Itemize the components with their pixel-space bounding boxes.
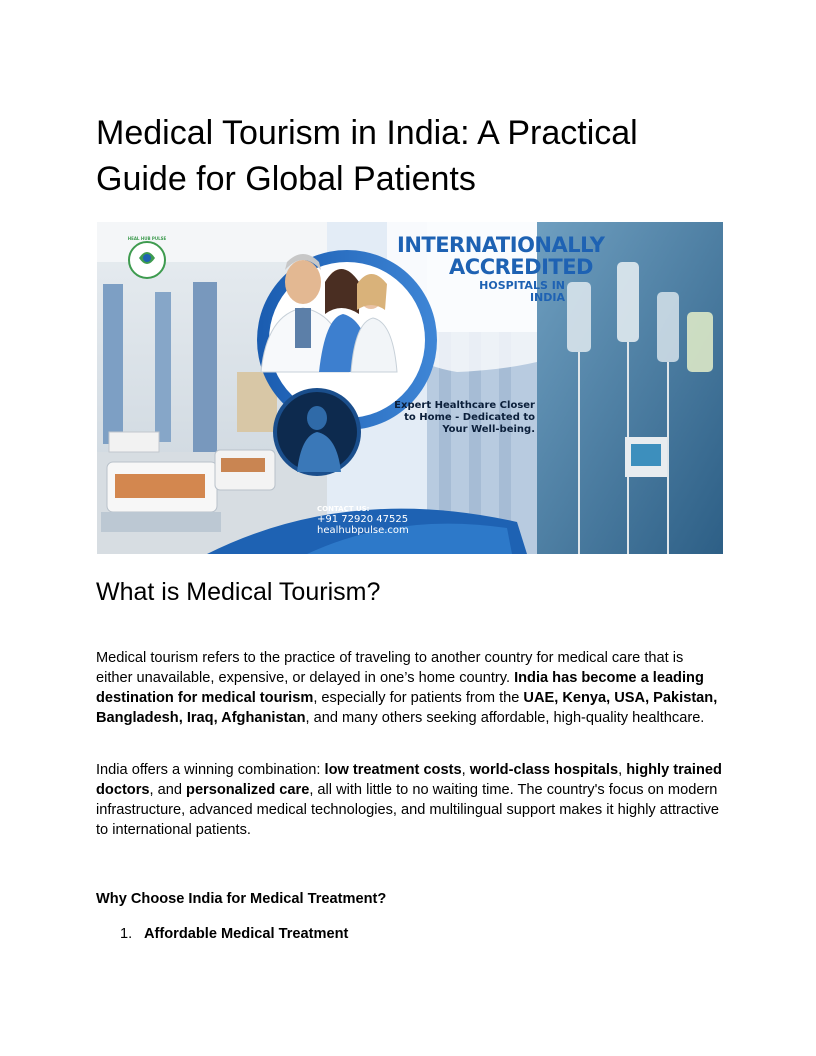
banner-subheadline-line2: INDIA — [529, 291, 565, 304]
banner-contact-label: CONTACT US: — [317, 505, 370, 513]
p2-text-1: India offers a winning combination: — [96, 762, 325, 778]
p2-bold-3: highly trained doctors — [96, 762, 722, 798]
p2-bold-2: world-class hospitals — [469, 762, 619, 778]
banner-phone: +91 72920 47525 — [317, 514, 409, 525]
banner-tagline — [385, 400, 535, 436]
banner-tagline-line2: to Home - Dedicated to — [404, 412, 535, 423]
p2-text-3: , — [618, 762, 627, 778]
banner-tagline-line3: Your Well-being. — [442, 424, 535, 435]
banner-subheadline-line1: HOSPITALS IN — [479, 279, 565, 292]
list-label: Affordable Medical Treatment — [144, 926, 349, 942]
list-item — [120, 924, 348, 944]
why-india-subheading: Why Choose India for Medical Treatment? — [96, 891, 387, 907]
banner-headline-line2: ACCREDITED — [449, 255, 593, 279]
banner-contact — [317, 504, 409, 536]
p2-bold-4: personalized care — [186, 782, 310, 798]
p2-text-5: , all with little to no waiting time. The country's focus on modern infrastructure, advanced medical technologies, and multilingual support makes it highly attractive to international patients. — [96, 782, 719, 838]
section-heading: What is Medical Tourism? — [96, 578, 381, 606]
banner-logo-text: HEAL HUB PULSE — [127, 236, 167, 241]
p2-text-4: , and — [149, 782, 187, 798]
banner-tagline-line1: Expert Healthcare Closer — [394, 400, 535, 411]
banner-website: healhubpulse.com — [317, 525, 409, 536]
p1-text-2: , especially for patients from the — [313, 690, 524, 706]
p1-text-3: , and many others seeking affordable, high-quality healthcare. — [305, 710, 705, 726]
p1-bold-2: UAE, Kenya, USA, Pakistan, Bangladesh, Iraq, Afghanistan — [96, 690, 718, 726]
p2-bold-1: low treatment costs — [324, 762, 462, 778]
page-title: Medical Tourism in India: A Practical Guide for Global Patients — [96, 114, 638, 198]
p1-bold-1: India has become a leading destination for medical tourism — [96, 670, 704, 706]
benefits-paragraph — [96, 760, 723, 840]
p2-text-2: , — [461, 762, 470, 778]
banner-subheadline — [457, 280, 565, 304]
hero-banner — [97, 222, 723, 554]
intro-paragraph — [96, 648, 723, 728]
list-number: 1. — [120, 926, 133, 942]
banner-headline — [397, 233, 605, 279]
p1-text-1: Medical tourism refers to the practice of traveling to another country for medical care that is either unavailable, expensive, or delayed in one’s home country. — [96, 650, 684, 686]
banner-headline-line1: INTERNATIONALLY — [397, 233, 605, 257]
